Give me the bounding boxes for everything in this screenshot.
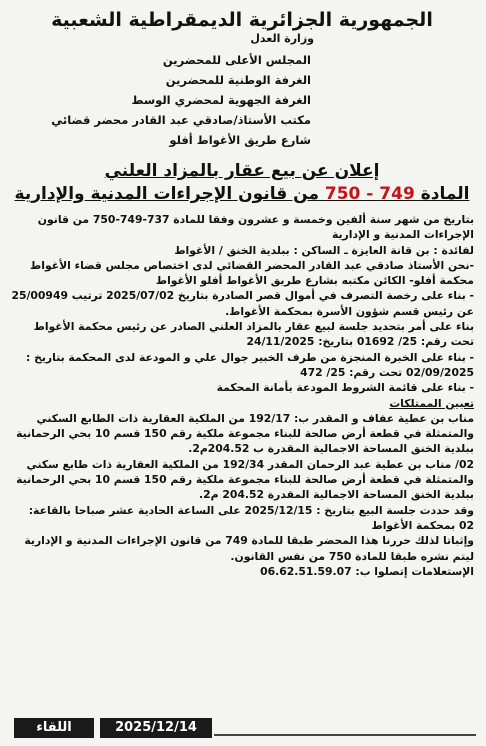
notice-body: [10, 212, 474, 579]
notice-paragraph: وقد حددت جلسة البيع بتاريخ : 2025/12/15 على الساعة الحادية عشر صباحا بالقاعة: 02 بمحكمة الأغواط: [28, 503, 474, 532]
notice-paragraph: بناء على أمر بتحديد جلسة لبيع عقار بالمزاد العلني الصادر عن رئيس محكمة الأغواط تحت رقم: 25/ 01692 بتاريخ: 24/11/2025: [33, 320, 474, 349]
notice-paragraph: وإثباتا لذلك حررنا هذا المحضر طبقا للمادة 749 من قانون الإجراءات المدنية و الإدارية ليتم نشره طبقا للمادة 750 من نفس القانون.: [24, 534, 474, 563]
notice-paragraph: - بناء على الخبرة المنجزة من طرف الخبير جوال علي و المودعة لدى المحكمة بتاريخ : 02/09/2025 تحت رقم: 25/ 472: [26, 350, 474, 379]
issuer-line-5: شارع طريق الأغواط أفلو: [169, 133, 311, 147]
announcement-title: إعلان عن بيع عقار بالمزاد العلني: [104, 161, 380, 181]
issuer-line-1: المجلس الأعلى للمحضرين: [162, 53, 311, 67]
properties-heading: تعيين الممتلكات: [389, 396, 474, 410]
article-prefix: المادة: [420, 184, 470, 204]
article-suffix: من قانون الإجراءات المدنية والإدارية: [14, 184, 319, 204]
issuer-block: [10, 50, 474, 150]
notice-paragraph: لفائدة : بن قانة العايزة ـ الساكن : ببلدية الخنق / الأغواط: [174, 243, 474, 257]
newspaper-brand: اللقاء: [14, 718, 94, 738]
notice-paragraph: - بناء على قائمة الشروط المودعة بأمانة المحكمة: [216, 381, 474, 395]
issuer-line-2: الغرفة الوطنية للمحضرين: [165, 73, 311, 87]
contact-info: الإستعلامات إتصلوا ب: 06.62.51.59.07: [260, 564, 474, 578]
notice-paragraph: 02/ مناب بن عطية عبد الرحمان المقدر 192/34 من الملكية العقارية ذات طابع سكني والمتمثلة في قطعة أرض صالحة للبناء مجموعة ملكية رقم 150 قسم 10 بحي الرحمانية ببلدية الخنق المساحة الاجمالية المقدرة 204.52 م2.: [16, 457, 474, 502]
republic-title: الجمهورية الجزائرية الديمقراطية الشعبية: [51, 9, 433, 31]
issuer-line-3: الغرفة الجهوية لمحضري الوسط: [131, 93, 311, 107]
issuer-line-4: مكتب الأستاذ/صادقي عبد القادر محضر قضائي: [51, 113, 311, 127]
announcement-article: [10, 182, 474, 206]
notice-paragraph: - بناء على رخصة التصرف في أموال قصر الصادرة بتاريخ 2025/07/02 ترتيب 25/00949 عن رئيس قسم شؤون الأسرة بمحكمة الأغواط.: [11, 289, 474, 318]
footer-rule: [214, 734, 476, 736]
notice-paragraph: مناب بن عطية عفاف و المقدر ب: 192/17 من الملكية العقارية ذات الطابع السكني والمتمثلة في قطعة أرض صالحة للبناء مجموعة ملكية رقم 150 قسم 10 بحي الرحمانية ببلدية الخنق المساحة الاجمالية المقدرة ب 204.52م2.: [16, 411, 474, 456]
article-range: 749 - 750: [324, 184, 415, 204]
publication-date: 2025/12/14: [100, 718, 212, 738]
notice-paragraph: بتاريخ من شهر سنة ألفين وخمسة و عشرون وفقا للمادة 737-749-750 من قانون الإجراءات المدنية و الإدارية: [37, 213, 474, 242]
footer-bar: [0, 716, 486, 746]
ministry-name: وزارة العدل: [250, 32, 314, 45]
notice-paragraph: -نحن الأستاذ صادقي عبد القادر المحضر القضائي لدى اختصاص مجلس قضاء الأغواط محكمة أفلو- الكائن مكتبه بشارع طريق الأغواط أفلو الأغواط: [30, 258, 474, 288]
